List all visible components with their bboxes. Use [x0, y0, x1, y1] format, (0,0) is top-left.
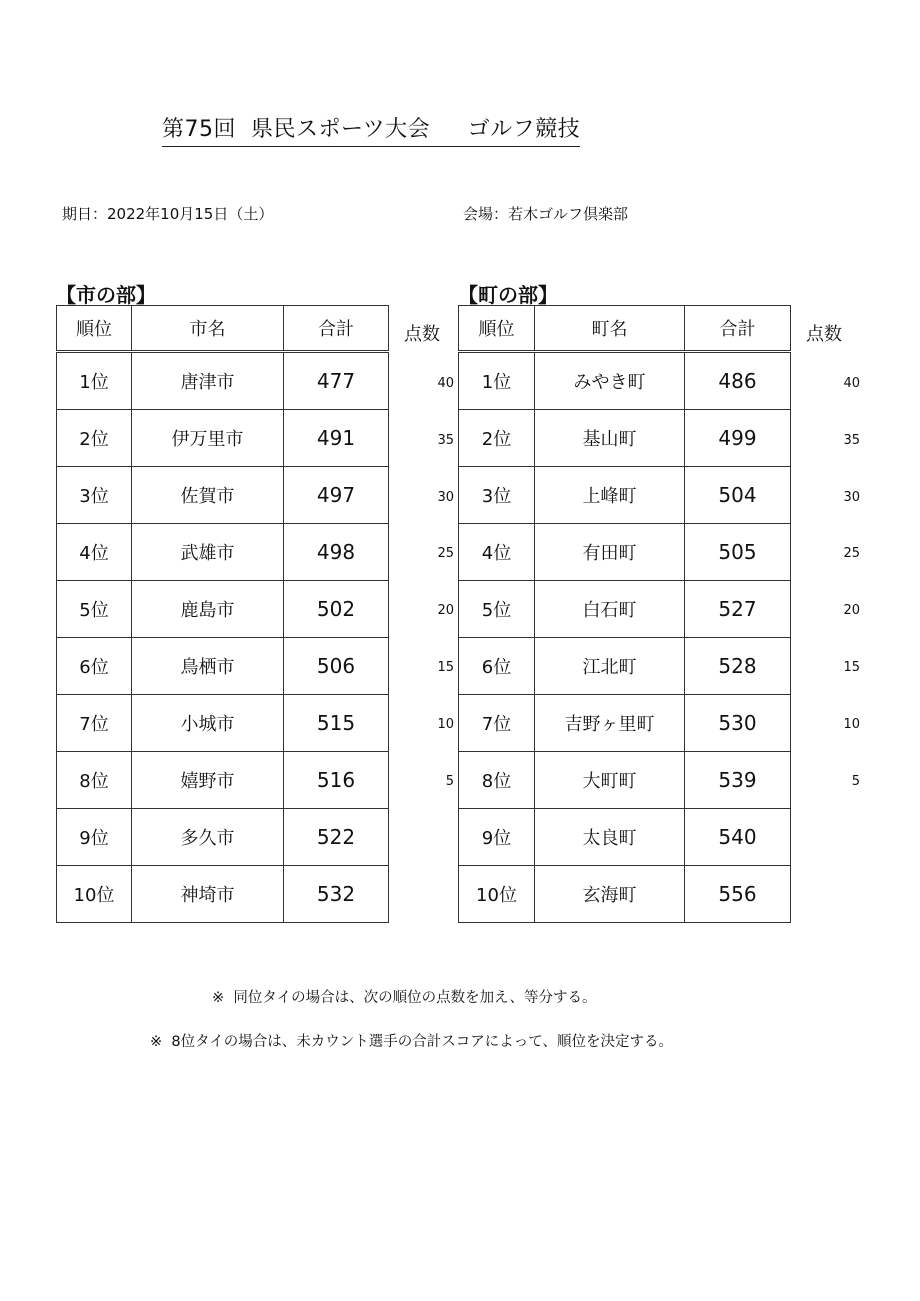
rank-cell: 8位 [459, 752, 535, 809]
name-cell: 吉野ヶ里町 [535, 695, 685, 752]
name-cell: 有田町 [535, 524, 685, 581]
name-cell: 伊万里市 [132, 410, 284, 467]
points-value: 40 [437, 376, 454, 391]
name-cell: 大町町 [535, 752, 685, 809]
total-cell: 527 [685, 581, 791, 638]
total-cell: 528 [685, 638, 791, 695]
total-cell: 540 [685, 809, 791, 866]
name-cell: 鳥栖市 [132, 638, 284, 695]
rank-cell: 10位 [459, 866, 535, 923]
name-cell: 神埼市 [132, 866, 284, 923]
table-row [459, 581, 791, 638]
rank-cell: 1位 [57, 352, 132, 410]
town-points-header: 点数 [806, 324, 842, 345]
total-cell: 498 [284, 524, 389, 581]
page-title: 第75回 県民スポーツ大会 ゴルフ競技 [162, 116, 580, 147]
points-value: 5 [445, 773, 454, 789]
rank-cell: 3位 [459, 467, 535, 524]
rank-cell: 8位 [57, 752, 132, 809]
table-header-row [57, 306, 389, 352]
town-results-table [458, 305, 791, 923]
table-row [57, 410, 389, 467]
total-cell: 516 [284, 752, 389, 809]
rank-cell: 7位 [57, 695, 132, 752]
table-row [57, 638, 389, 695]
rank-cell: 5位 [459, 581, 535, 638]
total-cell: 556 [685, 866, 791, 923]
points-value: 25 [843, 546, 860, 562]
header-rank: 順位 [57, 306, 132, 352]
total-cell: 491 [284, 410, 389, 467]
total-cell: 499 [685, 410, 791, 467]
table-row [459, 866, 791, 923]
rank-cell: 2位 [57, 410, 132, 467]
city-section-title: 【市の部】 [56, 283, 156, 307]
points-value: 20 [843, 603, 860, 619]
event-date: 期日：2022年10月15日（土） [62, 205, 274, 223]
table-row [459, 695, 791, 752]
table-row [57, 467, 389, 524]
name-cell: 江北町 [535, 638, 685, 695]
name-cell: 白石町 [535, 581, 685, 638]
total-cell: 539 [685, 752, 791, 809]
points-value: 10 [843, 716, 860, 732]
city-results-table [56, 305, 389, 923]
table-row [57, 524, 389, 581]
name-cell: 上峰町 [535, 467, 685, 524]
table-row [57, 752, 389, 809]
total-cell: 486 [685, 352, 791, 410]
rank-cell: 6位 [459, 638, 535, 695]
name-cell: 基山町 [535, 410, 685, 467]
total-cell: 477 [284, 352, 389, 410]
name-cell: 多久市 [132, 809, 284, 866]
table-row [57, 352, 389, 410]
rank-cell: 5位 [57, 581, 132, 638]
table-row [459, 467, 791, 524]
points-value: 15 [437, 660, 454, 675]
table-row [459, 638, 791, 695]
note-tie-rule: ※ 同位タイの場合は、次の順位の点数を加え、等分する。 [212, 990, 597, 1006]
event-venue: 会場：若木ゴルフ倶楽部 [463, 205, 629, 223]
total-cell: 505 [685, 524, 791, 581]
table-row [459, 410, 791, 467]
table-row [459, 809, 791, 866]
name-cell: 小城市 [132, 695, 284, 752]
rank-cell: 9位 [459, 809, 535, 866]
points-value: 15 [843, 660, 860, 675]
note-eighth-place-rule: ※ 8位タイの場合は、未カウント選手の合計スコアによって、順位を決定する。 [150, 1034, 674, 1050]
city-points-header: 点数 [404, 324, 440, 345]
name-cell: 唐津市 [132, 352, 284, 410]
header-total: 合計 [284, 306, 389, 352]
town-section-title: 【町の部】 [458, 283, 558, 307]
rank-cell: 10位 [57, 866, 132, 923]
rank-cell: 7位 [459, 695, 535, 752]
points-value: 40 [843, 376, 860, 391]
points-value: 25 [437, 546, 454, 562]
total-cell: 515 [284, 695, 389, 752]
header-town-name: 町名 [535, 306, 685, 352]
total-cell: 522 [284, 809, 389, 866]
name-cell: みやき町 [535, 352, 685, 410]
name-cell: 武雄市 [132, 524, 284, 581]
total-cell: 530 [685, 695, 791, 752]
total-cell: 497 [284, 467, 389, 524]
points-value: 5 [851, 773, 860, 789]
table-row [57, 809, 389, 866]
total-cell: 532 [284, 866, 389, 923]
points-value: 20 [437, 603, 454, 619]
table-row [57, 866, 389, 923]
total-cell: 506 [284, 638, 389, 695]
table-row [459, 352, 791, 410]
rank-cell: 3位 [57, 467, 132, 524]
table-row [57, 581, 389, 638]
rank-cell: 1位 [459, 352, 535, 410]
header-city-name: 市名 [132, 306, 284, 352]
rank-cell: 4位 [57, 524, 132, 581]
name-cell: 佐賀市 [132, 467, 284, 524]
rank-cell: 9位 [57, 809, 132, 866]
points-value: 10 [437, 716, 454, 732]
table-row [459, 524, 791, 581]
points-value: 30 [843, 489, 860, 505]
table-row [459, 752, 791, 809]
header-rank: 順位 [459, 306, 535, 352]
points-value: 35 [843, 432, 860, 448]
name-cell: 鹿島市 [132, 581, 284, 638]
table-row [57, 695, 389, 752]
total-cell: 504 [685, 467, 791, 524]
table-header-row [459, 306, 791, 352]
points-value: 30 [437, 489, 454, 505]
rank-cell: 2位 [459, 410, 535, 467]
name-cell: 玄海町 [535, 866, 685, 923]
points-value: 35 [437, 432, 454, 448]
name-cell: 嬉野市 [132, 752, 284, 809]
total-cell: 502 [284, 581, 389, 638]
rank-cell: 6位 [57, 638, 132, 695]
header-total: 合計 [685, 306, 791, 352]
rank-cell: 4位 [459, 524, 535, 581]
name-cell: 太良町 [535, 809, 685, 866]
